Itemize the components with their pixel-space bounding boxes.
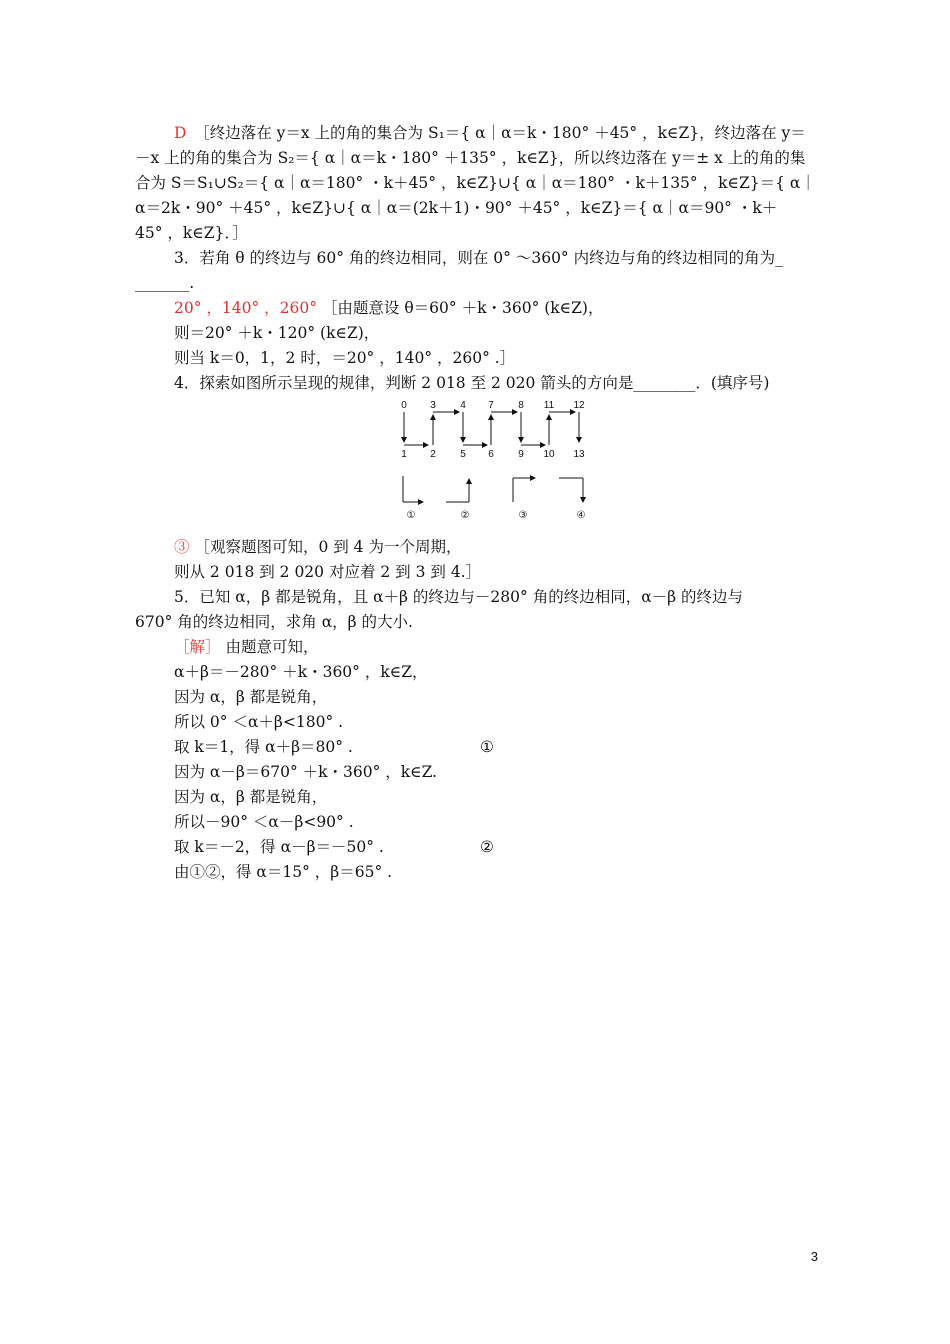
option-arrows [403, 476, 583, 502]
answer-text: 20° ，140° ，260° [174, 299, 317, 317]
text-line: 因为 α－β＝670° ＋k・360° ，k∈Z. [174, 763, 438, 781]
figure-bottom-number: 9 [518, 449, 524, 460]
figure-option-label: ③ [518, 510, 528, 521]
line-body: ［由题意设 θ＝60° ＋k・360° (k∈Z)， [317, 299, 604, 317]
page-number: 3 [810, 1249, 818, 1264]
text-line: 所以－90° ＜α－β<90° . [174, 813, 354, 831]
equation-mark: ② [480, 838, 494, 856]
figure-top-number: 4 [460, 400, 466, 411]
text-line: 所以 0° ＜α＋β<180° . [174, 713, 344, 731]
text-line: 由①②，得 α＝15° ，β＝65° . [174, 863, 393, 881]
figure-bottom-number: 1 [401, 449, 407, 460]
figure-top-number: 11 [543, 400, 555, 411]
figure-top-number: 12 [573, 400, 585, 411]
text-line [174, 297, 603, 319]
question-5: 5．已知 α，β 都是锐角，且 α＋β 的终边与－280° 角的终边相同，α－β 的终边与 [174, 588, 744, 606]
text-line: 取 k＝－2，得 α－β＝－50° . [174, 838, 384, 856]
figure-option-label: ② [460, 510, 470, 521]
text-line [174, 536, 461, 558]
text-line [174, 122, 806, 144]
figure-top-number: 3 [430, 400, 436, 411]
line-body: ［终边落在 y＝x 上的角的集合为 S₁＝{ α｜α＝k・180° ＋45° ，k∈Z}，终边落在 y＝ [201, 124, 806, 142]
text-line: 45° ，k∈Z}．］ [135, 224, 248, 242]
text-line: α＝2k・90° ＋45° ，k∈Z}∪{ α｜α＝(2k＋1)・90° ＋45° ，k∈Z}＝{ α｜α＝90° ・k＋ [135, 199, 778, 217]
answer-mark: ③ [174, 538, 190, 556]
text-line: 取 k＝1，得 α＋β＝80° . [174, 738, 353, 756]
figure-top-number: 7 [488, 400, 494, 411]
answer-letter: D [174, 124, 187, 142]
text-line: 则从 2 018 到 2 020 对应着 2 到 3 到 4.］ [174, 563, 482, 581]
line-body: 由题意可知， [220, 638, 319, 656]
figure-bottom-number: 5 [460, 449, 466, 460]
figure-option-label: ④ [576, 510, 586, 521]
figure-bottom-number: 2 [430, 449, 436, 460]
figure-bottom-number: 13 [573, 449, 585, 460]
text-line: 则＝20° ＋k・120° (k∈Z)， [174, 324, 380, 342]
equation-mark: ① [480, 738, 494, 756]
figure-bottom-number: 10 [543, 449, 555, 460]
text-line: 670° 角的终边相同，求角 α，β 的大小. [135, 613, 413, 631]
question-4: 4．探索如图所示呈现的规律，判断 2 018 至 2 020 箭头的方向是________．(填序号) [174, 374, 770, 392]
text-line: 因为 α，β 都是锐角， [174, 788, 328, 806]
figure-option-label: ① [406, 510, 416, 521]
solution-label: ［解］ [174, 638, 221, 656]
text-line [174, 636, 318, 658]
zigzag-arrows [404, 412, 579, 445]
text-line: 合为 S＝S₁∪S₂＝{ α｜α＝180° ・k＋45° ，k∈Z}∪{ α｜α＝180° ・k＋135° ，k∈Z}＝{ α｜ [135, 174, 816, 192]
arrow-pattern-figure [393, 396, 603, 524]
text-line: 因为 α，β 都是锐角， [174, 688, 328, 706]
text-line: _______. [135, 274, 195, 292]
figure-top-number: 0 [401, 400, 407, 411]
text-line: 则当 k＝0，1，2 时，＝20° ，140° ，260° .］ [174, 349, 516, 367]
text-line: α＋β＝－280° ＋k・360° ，k∈Z， [174, 663, 428, 681]
figure-top-number: 8 [518, 400, 524, 411]
text-line: －x 上的角的集合为 S₂＝{ α｜α＝k・180° ＋135° ，k∈Z}，所以终边落在 y＝± x 上的角的集 [135, 149, 806, 167]
line-body: ［观察题图可知，0 到 4 为一个周期， [189, 538, 462, 556]
question-3: 3．若角 θ 的终边与 60° 角的终边相同，则在 0° ～360° 内终边与角的终边相同的角为_ [174, 249, 783, 267]
figure-bottom-number: 6 [488, 449, 494, 460]
